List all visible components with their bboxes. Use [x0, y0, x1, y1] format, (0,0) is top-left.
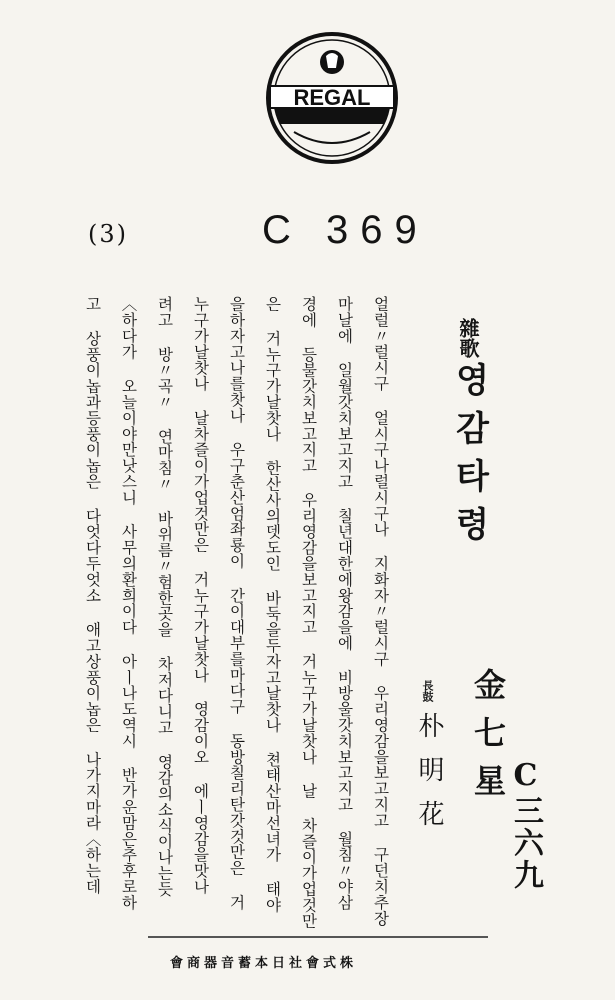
musician-role: 長鼓: [421, 680, 434, 702]
publisher-footer: 會商器音蓄本日社會式株: [170, 956, 358, 971]
catalog-number: C 369: [262, 208, 429, 252]
footer-divider: [148, 936, 488, 938]
lyric-line: 누구가날찻나 날차즐이가업것만은 거누구가날찻나 영감이오 에ㅣ영감을맛나: [191, 296, 210, 895]
song-title: 영감타령: [449, 362, 489, 554]
side-code: C三六九: [508, 758, 543, 891]
page-number: (3): [88, 220, 128, 248]
lyric-line: 얼럴〃럴시구 얼시구나럴시구나 지화자〃럴시구 우리영감을보고지고 구던치추장: [371, 296, 390, 927]
lyric-line: 〈하다가 오늘이야만낫스니 사무의환희이다 아ㅣ나도역시 반가운맘은추후로하: [119, 296, 138, 911]
regal-logo-emblem: [262, 28, 402, 168]
regal-logo: [262, 28, 402, 168]
regal-logo-text: REGAL: [293, 85, 371, 110]
lyric-line: 을하자고나를찻나 우구춘산엄좌룡이 간이대부를마다구 동방칠리탄갓것만은 거: [227, 296, 246, 911]
lyric-line: 려고 방〃곡〃 연마침〃 바위름〃험한곳을 차저다니고 영감의소식이나는듯: [155, 296, 174, 897]
lyric-line: 고 상풍이놉과등풍이놉은 다엇다두엇소 애고상풍이놉은 나가지마라〈하는데: [83, 296, 102, 895]
lyric-line: 경에 등불갓치보고지고 우리영감을보고지고 거누구가날찻나 날 차즐이가업것만: [299, 296, 318, 929]
genre-label: 雜歌: [456, 318, 480, 358]
lyric-line: 마날에 일월갓치보고지고 칠년대한에왕감을에 비방울갓치보고지고 월침〃야삼: [335, 296, 354, 911]
singer-name: 金七星: [469, 668, 507, 812]
musician-name: 朴明花: [414, 712, 444, 844]
lyric-line: 은 거누구가날찻나 한산사의뎃도인 바둑을두자고날찻나 쳔태산마선녀가 태야: [263, 296, 282, 913]
